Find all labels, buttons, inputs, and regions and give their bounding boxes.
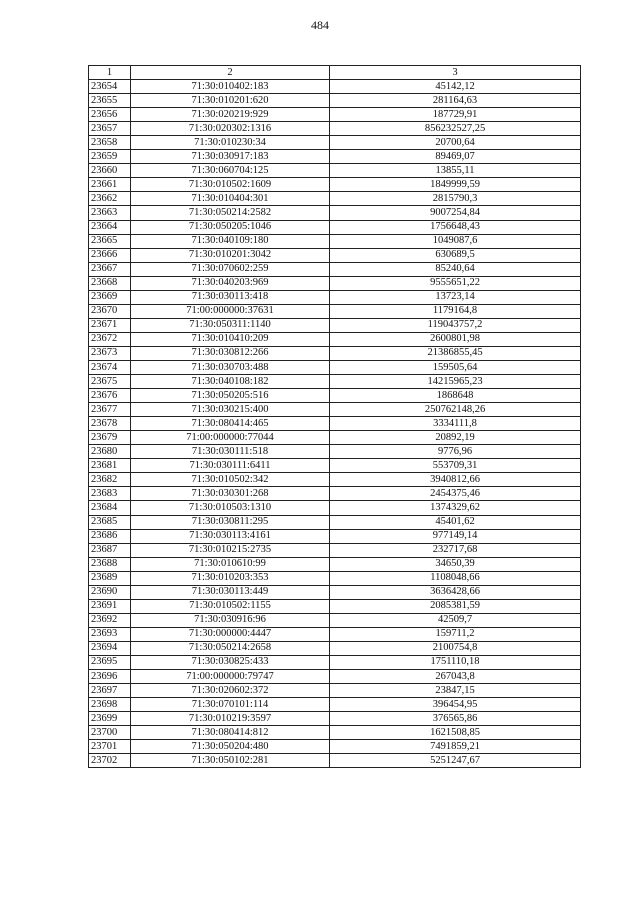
cadastral-number-cell: 71:00:000000:77044 [131, 431, 330, 445]
value-cell: 42509,7 [330, 613, 581, 627]
row-number-cell: 23663 [89, 206, 131, 220]
row-number-cell: 23659 [89, 150, 131, 164]
cadastral-number-cell: 71:30:010402:183 [131, 80, 330, 94]
table-row [89, 501, 581, 515]
table-row [89, 332, 581, 346]
cadastral-number-cell: 71:30:050214:2658 [131, 641, 330, 655]
cadastral-number-cell: 71:30:010219:3597 [131, 712, 330, 726]
table-row [89, 431, 581, 445]
value-cell: 977149,14 [330, 529, 581, 543]
cadastral-number-cell: 71:30:010502:1155 [131, 599, 330, 613]
table-row [89, 726, 581, 740]
cadastral-number-cell: 71:00:000000:79747 [131, 670, 330, 684]
cadastral-number-cell: 71:30:050204:480 [131, 740, 330, 754]
table-row [89, 403, 581, 417]
value-cell: 20892,19 [330, 431, 581, 445]
table-row [89, 346, 581, 360]
cadastral-number-cell: 71:30:030301:268 [131, 487, 330, 501]
row-number-cell: 23671 [89, 318, 131, 332]
row-number-cell: 23680 [89, 445, 131, 459]
row-number-cell: 23702 [89, 754, 131, 768]
table-row [89, 740, 581, 754]
table-row [89, 487, 581, 501]
table-row [89, 276, 581, 290]
row-number-cell: 23668 [89, 276, 131, 290]
table-row [89, 360, 581, 374]
value-cell: 13855,11 [330, 164, 581, 178]
cadastral-number-cell: 71:30:030916:96 [131, 613, 330, 627]
cadastral-number-cell: 71:30:040203:969 [131, 276, 330, 290]
row-number-cell: 23666 [89, 248, 131, 262]
cadastral-number-cell: 71:30:050205:516 [131, 389, 330, 403]
cadastral-number-cell: 71:30:010201:3042 [131, 248, 330, 262]
value-cell: 1756648,43 [330, 220, 581, 234]
table-row [89, 164, 581, 178]
value-cell: 89469,07 [330, 150, 581, 164]
cadastral-number-cell: 71:30:030215:400 [131, 403, 330, 417]
cadastral-number-cell: 71:00:000000:37631 [131, 304, 330, 318]
value-cell: 267043,8 [330, 670, 581, 684]
value-cell: 2085381,59 [330, 599, 581, 613]
cadastral-number-cell: 71:30:070602:259 [131, 262, 330, 276]
value-cell: 45401,62 [330, 515, 581, 529]
value-cell: 159711,2 [330, 627, 581, 641]
row-number-cell: 23678 [89, 417, 131, 431]
value-cell: 1374329,62 [330, 501, 581, 515]
table-row [89, 108, 581, 122]
cadastral-number-cell: 71:30:010230:34 [131, 136, 330, 150]
row-number-cell: 23662 [89, 192, 131, 206]
cadastral-value-table [88, 65, 581, 768]
value-cell: 281164,63 [330, 94, 581, 108]
row-number-cell: 23655 [89, 94, 131, 108]
value-cell: 34650,39 [330, 557, 581, 571]
value-cell: 5251247,67 [330, 754, 581, 768]
row-number-cell: 23675 [89, 375, 131, 389]
row-number-cell: 23676 [89, 389, 131, 403]
table-row [89, 290, 581, 304]
cadastral-number-cell: 71:30:030113:418 [131, 290, 330, 304]
row-number-cell: 23697 [89, 684, 131, 698]
value-cell: 3334111,8 [330, 417, 581, 431]
row-number-cell: 23689 [89, 571, 131, 585]
cadastral-number-cell: 71:30:000000:4447 [131, 627, 330, 641]
table-row [89, 585, 581, 599]
value-cell: 187729,91 [330, 108, 581, 122]
value-cell: 553709,31 [330, 459, 581, 473]
cadastral-number-cell: 71:30:010404:301 [131, 192, 330, 206]
row-number-cell: 23667 [89, 262, 131, 276]
table-header-row [89, 66, 581, 80]
table-row [89, 150, 581, 164]
cadastral-number-cell: 71:30:080414:465 [131, 417, 330, 431]
cadastral-number-cell: 71:30:030113:449 [131, 585, 330, 599]
value-cell: 1868648 [330, 389, 581, 403]
cadastral-number-cell: 71:30:020602:372 [131, 684, 330, 698]
value-cell: 856232527,25 [330, 122, 581, 136]
column-header-3: 3 [330, 66, 581, 80]
row-number-cell: 23654 [89, 80, 131, 94]
column-header-2: 2 [131, 66, 330, 80]
value-cell: 7491859,21 [330, 740, 581, 754]
table-row [89, 571, 581, 585]
table-row [89, 318, 581, 332]
row-number-cell: 23682 [89, 473, 131, 487]
row-number-cell: 23664 [89, 220, 131, 234]
table-row [89, 712, 581, 726]
table-row [89, 304, 581, 318]
value-cell: 21386855,45 [330, 346, 581, 360]
cadastral-number-cell: 71:30:030917:183 [131, 150, 330, 164]
cadastral-number-cell: 71:30:010410:209 [131, 332, 330, 346]
table-row [89, 178, 581, 192]
table-row [89, 543, 581, 557]
table-row [89, 473, 581, 487]
row-number-cell: 23670 [89, 304, 131, 318]
value-cell: 119043757,2 [330, 318, 581, 332]
value-cell: 9007254,84 [330, 206, 581, 220]
row-number-cell: 23699 [89, 712, 131, 726]
table-row [89, 698, 581, 712]
row-number-cell: 23688 [89, 557, 131, 571]
value-cell: 630689,5 [330, 248, 581, 262]
table-row [89, 445, 581, 459]
row-number-cell: 23695 [89, 655, 131, 669]
value-cell: 1179164,8 [330, 304, 581, 318]
table-row [89, 136, 581, 150]
value-cell: 1751110,18 [330, 655, 581, 669]
table-row [89, 206, 581, 220]
row-number-cell: 23674 [89, 360, 131, 374]
row-number-cell: 23698 [89, 698, 131, 712]
row-number-cell: 23658 [89, 136, 131, 150]
value-cell: 1049087,6 [330, 234, 581, 248]
table-row [89, 192, 581, 206]
value-cell: 376565,86 [330, 712, 581, 726]
row-number-cell: 23690 [89, 585, 131, 599]
value-cell: 2100754,8 [330, 641, 581, 655]
value-cell: 1621508,85 [330, 726, 581, 740]
row-number-cell: 23684 [89, 501, 131, 515]
row-number-cell: 23700 [89, 726, 131, 740]
cadastral-number-cell: 71:30:010502:1609 [131, 178, 330, 192]
row-number-cell: 23677 [89, 403, 131, 417]
row-number-cell: 23661 [89, 178, 131, 192]
table-row [89, 529, 581, 543]
value-cell: 14215965,23 [330, 375, 581, 389]
cadastral-number-cell: 71:30:030811:295 [131, 515, 330, 529]
cadastral-number-cell: 71:30:040108:182 [131, 375, 330, 389]
table-row [89, 375, 581, 389]
value-cell: 3940812,66 [330, 473, 581, 487]
row-number-cell: 23669 [89, 290, 131, 304]
row-number-cell: 23687 [89, 543, 131, 557]
cadastral-number-cell: 71:30:050205:1046 [131, 220, 330, 234]
value-cell: 9555651,22 [330, 276, 581, 290]
value-cell: 13723,14 [330, 290, 581, 304]
table-row [89, 599, 581, 613]
row-number-cell: 23673 [89, 346, 131, 360]
table-row [89, 122, 581, 136]
cadastral-number-cell: 71:30:050214:2582 [131, 206, 330, 220]
value-cell: 85240,64 [330, 262, 581, 276]
table-row [89, 655, 581, 669]
row-number-cell: 23692 [89, 613, 131, 627]
table-row [89, 262, 581, 276]
cadastral-number-cell: 71:30:030111:6411 [131, 459, 330, 473]
row-number-cell: 23679 [89, 431, 131, 445]
cadastral-number-cell: 71:30:020302:1316 [131, 122, 330, 136]
value-cell: 1849999,59 [330, 178, 581, 192]
column-header-1: 1 [89, 66, 131, 80]
row-number-cell: 23701 [89, 740, 131, 754]
value-cell: 45142,12 [330, 80, 581, 94]
value-cell: 232717,68 [330, 543, 581, 557]
table-row [89, 670, 581, 684]
table-row [89, 417, 581, 431]
cadastral-number-cell: 71:30:010203:353 [131, 571, 330, 585]
table-row [89, 248, 581, 262]
row-number-cell: 23657 [89, 122, 131, 136]
table-row [89, 613, 581, 627]
cadastral-number-cell: 71:30:010503:1310 [131, 501, 330, 515]
cadastral-number-cell: 71:30:040109:180 [131, 234, 330, 248]
value-cell: 396454,95 [330, 698, 581, 712]
row-number-cell: 23693 [89, 627, 131, 641]
row-number-cell: 23686 [89, 529, 131, 543]
cadastral-number-cell: 71:30:030812:266 [131, 346, 330, 360]
value-cell: 2454375,46 [330, 487, 581, 501]
cadastral-number-cell: 71:30:030825:433 [131, 655, 330, 669]
row-number-cell: 23681 [89, 459, 131, 473]
cadastral-number-cell: 71:30:060704:125 [131, 164, 330, 178]
table-row [89, 641, 581, 655]
row-number-cell: 23696 [89, 670, 131, 684]
table-row [89, 80, 581, 94]
page-number: 484 [311, 18, 329, 32]
cadastral-number-cell: 71:30:050311:1140 [131, 318, 330, 332]
value-cell: 1108048,66 [330, 571, 581, 585]
cadastral-number-cell: 71:30:050102:281 [131, 754, 330, 768]
table-row [89, 94, 581, 108]
table-row [89, 684, 581, 698]
value-cell: 250762148,26 [330, 403, 581, 417]
value-cell: 159505,64 [330, 360, 581, 374]
table-body [89, 80, 581, 768]
table-row [89, 389, 581, 403]
row-number-cell: 23672 [89, 332, 131, 346]
table-row [89, 515, 581, 529]
cadastral-number-cell: 71:30:010610:99 [131, 557, 330, 571]
value-cell: 20700,64 [330, 136, 581, 150]
cadastral-number-cell: 71:30:030703:488 [131, 360, 330, 374]
cadastral-number-cell: 71:30:030113:4161 [131, 529, 330, 543]
row-number-cell: 23660 [89, 164, 131, 178]
value-cell: 2600801,98 [330, 332, 581, 346]
row-number-cell: 23656 [89, 108, 131, 122]
table-row [89, 220, 581, 234]
cadastral-number-cell: 71:30:030111:518 [131, 445, 330, 459]
row-number-cell: 23691 [89, 599, 131, 613]
table-row [89, 459, 581, 473]
cadastral-number-cell: 71:30:080414:812 [131, 726, 330, 740]
cadastral-number-cell: 71:30:010502:342 [131, 473, 330, 487]
cadastral-number-cell: 71:30:010201:620 [131, 94, 330, 108]
row-number-cell: 23683 [89, 487, 131, 501]
row-number-cell: 23694 [89, 641, 131, 655]
table-row [89, 557, 581, 571]
row-number-cell: 23665 [89, 234, 131, 248]
value-cell: 2815790,3 [330, 192, 581, 206]
cadastral-number-cell: 71:30:070101:114 [131, 698, 330, 712]
table-row [89, 234, 581, 248]
value-cell: 3636428,66 [330, 585, 581, 599]
value-cell: 9776,96 [330, 445, 581, 459]
cadastral-number-cell: 71:30:020219:929 [131, 108, 330, 122]
cadastral-number-cell: 71:30:010215:2735 [131, 543, 330, 557]
value-cell: 23847,15 [330, 684, 581, 698]
table-row [89, 627, 581, 641]
row-number-cell: 23685 [89, 515, 131, 529]
table-row [89, 754, 581, 768]
